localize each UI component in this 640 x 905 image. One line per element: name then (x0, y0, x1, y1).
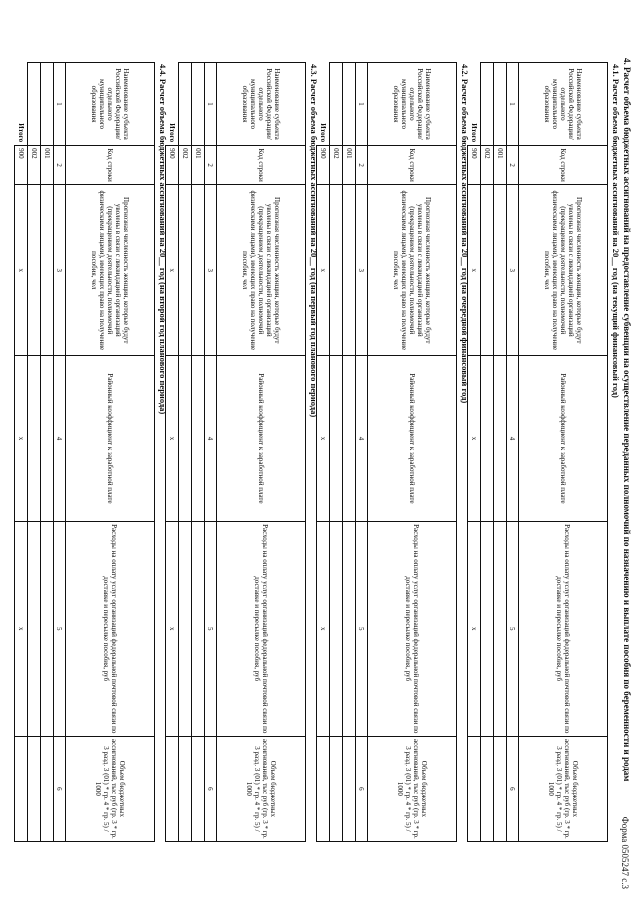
itogo-x: x (15, 521, 28, 736)
cell-subject[interactable] (41, 63, 54, 146)
col-header-forecast: Прогнозная численность женщин, которые будут уволены в связи с ликвидацией организаций (прекращением деятельности, полномочий физическими лицами), имеющих право на получение пособия, чел (66, 185, 155, 356)
cell-subject[interactable] (28, 63, 41, 146)
row-code: 001 (343, 146, 356, 185)
col-number: 5 (356, 521, 368, 736)
col-number: 2 (507, 146, 519, 185)
col-header-subject: Наименование субъекта Российской Федерации/ отдельного муниципального образования (368, 63, 457, 146)
cell-coefficient[interactable] (343, 356, 356, 521)
row-code: 002 (330, 146, 343, 185)
itogo-label: Итого (469, 123, 478, 143)
cell-subject[interactable] (179, 63, 192, 146)
itogo-x: x (468, 521, 481, 736)
cell-volume[interactable] (41, 736, 54, 841)
form-number: Форма 0505247 с.3 (620, 816, 630, 889)
col-number: 2 (356, 146, 368, 185)
row-code: 001 (192, 146, 205, 185)
cell-postal[interactable] (330, 521, 343, 736)
calc-table (14, 62, 155, 842)
cell-forecast[interactable] (481, 185, 494, 356)
cell-volume[interactable] (179, 736, 192, 841)
section-title: 4.3. Расчет объема бюджетных ассигнований на 20__ год (на первый год планового периода) (309, 64, 319, 418)
cell-postal[interactable] (481, 521, 494, 736)
col-number: 4 (356, 356, 368, 521)
col-header-coefficient: Районный коэффициент к заработной плате (217, 356, 306, 521)
col-number: 1 (356, 63, 368, 146)
col-number: 6 (205, 736, 217, 841)
row-code: 001 (41, 146, 54, 185)
calc-table (165, 62, 306, 842)
cell-volume[interactable] (494, 736, 507, 841)
main-heading: 4. Расчет объема бюджетных ассигнований на предоставление субвенции на осуществление переданных полномочий по назначению и выплате пособия по беременности и родам (622, 58, 632, 782)
col-number: 5 (507, 521, 519, 736)
col-header-postal: Расходы на оплату услуг организаций федеральной почтовой связи по доставке и пересылке пособия, руб (66, 521, 155, 736)
cell-forecast[interactable] (192, 185, 205, 356)
cell-subject[interactable] (192, 63, 205, 146)
col-header-postal: Расходы на оплату услуг организаций федеральной почтовой связи по доставке и пересылке пособия, руб (217, 521, 306, 736)
itogo-code: 900 (166, 146, 179, 185)
itogo-x: x (166, 356, 179, 521)
col-header-forecast: Прогнозная численность женщин, которые будут уволены в связи с ликвидацией организаций (прекращением деятельности, полномочий физическими лицами), имеющих право на получение пособия, чел (368, 185, 457, 356)
col-header-coefficient: Районный коэффициент к заработной плате (519, 356, 608, 521)
itogo-x: x (317, 521, 330, 736)
cell-volume[interactable] (192, 736, 205, 841)
col-header-subject: Наименование субъекта Российской Федерации/ отдельного муниципального образования (519, 63, 608, 146)
cell-volume[interactable] (330, 736, 343, 841)
section-title: 4.4. Расчет объема бюджетных ассигнований на 20__ год (на второй год планового периода) (158, 64, 168, 415)
section-title: 4.2. Расчет объема бюджетных ассигнований на 20__ год (на очередной финансовый год) (460, 64, 470, 404)
cell-forecast[interactable] (343, 185, 356, 356)
cell-coefficient[interactable] (41, 356, 54, 521)
col-header-volume: Объем бюджетных ассигнований, тыс руб (гр. 3 * гр. 3 разд. 3 (01) * гр. 4 * гр. 5) / 1000 (519, 736, 608, 841)
cell-postal[interactable] (41, 521, 54, 736)
col-header-code: Код строки (519, 146, 608, 185)
cell-postal[interactable] (494, 521, 507, 736)
col-number: 3 (507, 185, 519, 356)
cell-subject[interactable] (494, 63, 507, 146)
calc-table (316, 62, 457, 842)
row-code: 002 (28, 146, 41, 185)
col-header-forecast: Прогнозная численность женщин, которые будут уволены в связи с ликвидацией организаций (прекращением деятельности, полномочий физическими лицами), имеющих право на получение пособия, чел (217, 185, 306, 356)
cell-coefficient[interactable] (481, 356, 494, 521)
section-4-2 (316, 62, 470, 842)
itogo-x: x (166, 521, 179, 736)
calc-table (467, 62, 608, 842)
section-4-1 (467, 62, 621, 842)
col-number: 6 (507, 736, 519, 841)
itogo-x: x (166, 185, 179, 356)
col-header-forecast: Прогнозная численность женщин, которые будут уволены в связи с ликвидацией организаций (прекращением деятельности, полномочий физическими лицами), имеющих право на получение пособия, чел (519, 185, 608, 356)
row-code: 002 (179, 146, 192, 185)
cell-postal[interactable] (343, 521, 356, 736)
cell-volume[interactable] (28, 736, 41, 841)
col-header-subject: Наименование субъекта Российской Федерации/ отдельного муниципального образования (217, 63, 306, 146)
cell-postal[interactable] (192, 521, 205, 736)
section-4-3 (165, 62, 319, 842)
col-header-coefficient: Районный коэффициент к заработной плате (368, 356, 457, 521)
itogo-label: Итого (167, 123, 176, 143)
col-number: 6 (356, 736, 368, 841)
col-header-code: Код строки (66, 146, 155, 185)
cell-volume[interactable] (481, 736, 494, 841)
itogo-code: 900 (317, 146, 330, 185)
cell-coefficient[interactable] (28, 356, 41, 521)
col-number: 4 (507, 356, 519, 521)
itogo-x: x (317, 356, 330, 521)
cell-postal[interactable] (179, 521, 192, 736)
itogo-code: 900 (468, 146, 481, 185)
col-header-volume: Объем бюджетных ассигнований, тыс руб (гр. 3 * гр. 3 разд. 3 (01) * гр. 4 * гр. 5) / 1000 (217, 736, 306, 841)
itogo-x: x (15, 356, 28, 521)
col-header-volume: Объем бюджетных ассигнований, тыс руб (гр. 3 * гр. 3 разд. 3 (01) * гр. 4 * гр. 5) / 1000 (368, 736, 457, 841)
itogo-label: Итого (16, 123, 25, 143)
col-number: 3 (54, 185, 66, 356)
cell-subject[interactable] (343, 63, 356, 146)
itogo-x: x (15, 185, 28, 356)
col-header-volume: Объем бюджетных ассигнований, тыс руб (гр. 3 * гр. 3 разд. 3 (01) * гр. 4 * гр. 5) / 1000 (66, 736, 155, 841)
col-number: 4 (54, 356, 66, 521)
itogo-x: x (468, 185, 481, 356)
col-header-postal: Расходы на оплату услуг организаций федеральной почтовой связи по доставке и пересылке пособия, руб (368, 521, 457, 736)
itogo-label: Итого (318, 123, 327, 143)
cell-forecast[interactable] (41, 185, 54, 356)
cell-volume[interactable] (343, 736, 356, 841)
col-header-postal: Расходы на оплату услуг организаций федеральной почтовой связи по доставке и пересылке пособия, руб (519, 521, 608, 736)
col-number: 2 (54, 146, 66, 185)
col-number: 2 (205, 146, 217, 185)
section-title: 4.1. Расчет объема бюджетных ассигнований на 20__ год (на текущий финансовый год) (611, 64, 621, 398)
col-number: 5 (54, 521, 66, 736)
col-header-subject: Наименование субъекта Российской Федерации/ отдельного муниципального образования (66, 63, 155, 146)
col-number: 1 (205, 63, 217, 146)
itogo-x: x (317, 185, 330, 356)
cell-volume-total[interactable] (15, 736, 28, 841)
cell-coefficient[interactable] (192, 356, 205, 521)
col-number: 1 (54, 63, 66, 146)
col-number: 6 (54, 736, 66, 841)
row-code: 001 (494, 146, 507, 185)
col-number: 3 (205, 185, 217, 356)
col-header-code: Код строки (217, 146, 306, 185)
col-header-code: Код строки (368, 146, 457, 185)
cell-forecast[interactable] (330, 185, 343, 356)
section-4-4 (14, 62, 168, 842)
col-number: 4 (205, 356, 217, 521)
col-header-coefficient: Районный коэффициент к заработной плате (66, 356, 155, 521)
cell-forecast[interactable] (494, 185, 507, 356)
cell-postal[interactable] (28, 521, 41, 736)
row-code: 002 (481, 146, 494, 185)
col-number: 1 (507, 63, 519, 146)
col-number: 3 (356, 185, 368, 356)
itogo-x: x (468, 356, 481, 521)
cell-forecast[interactable] (179, 185, 192, 356)
cell-coefficient[interactable] (179, 356, 192, 521)
col-number: 5 (205, 521, 217, 736)
cell-forecast[interactable] (28, 185, 41, 356)
cell-subject[interactable] (481, 63, 494, 146)
cell-subject[interactable] (330, 63, 343, 146)
cell-coefficient[interactable] (494, 356, 507, 521)
itogo-code: 900 (15, 146, 28, 185)
cell-coefficient[interactable] (330, 356, 343, 521)
